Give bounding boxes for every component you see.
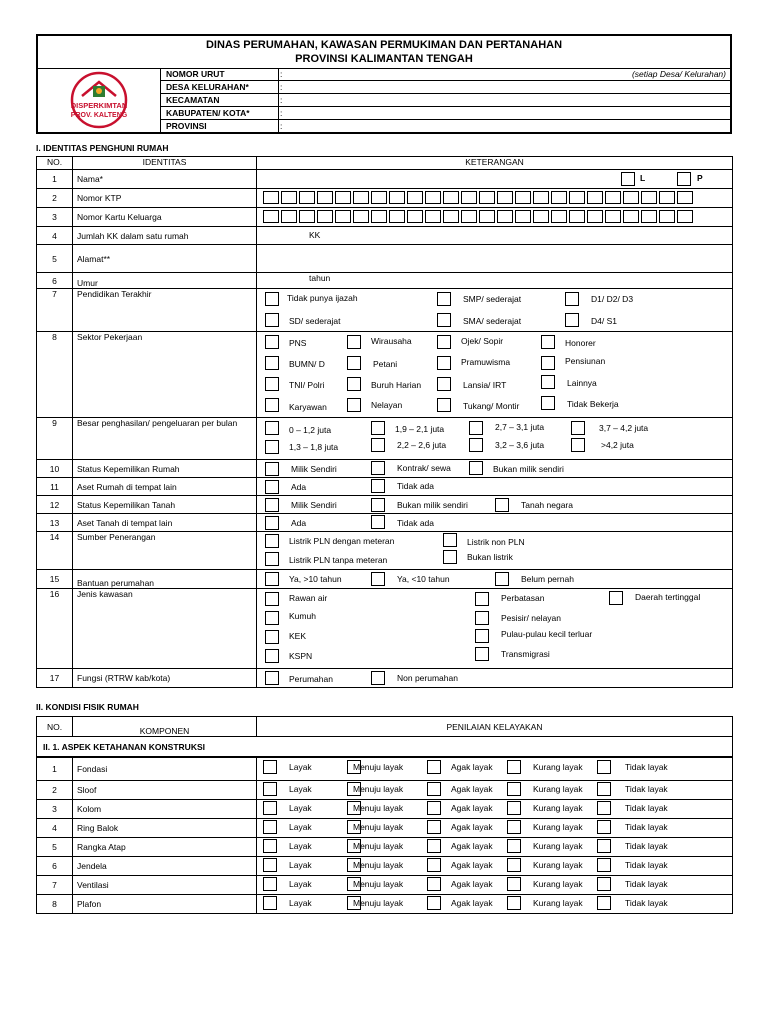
form-header — [36, 34, 732, 134]
header-line2: PROVINSI KALIMANTAN TENGAH — [295, 53, 473, 65]
job-checkbox[interactable] — [541, 356, 555, 370]
rating-label: Agak layak — [451, 784, 493, 794]
address-field[interactable] — [257, 245, 733, 273]
rating-checkbox[interactable] — [507, 877, 521, 891]
table-row: 7 Pendidikan Terakhir Tidak punya ijazah SMP/ sederajat D1/ D2/ D3 SD/ sederajat SMA/ sederajat D4/ S1 — [37, 289, 733, 332]
table-row — [37, 819, 733, 838]
rating-label: Menuju layak — [353, 762, 404, 772]
kk-digit-boxes[interactable] — [263, 210, 695, 225]
meta-kabupaten: KABUPATEN/ KOTA* : — [160, 107, 730, 120]
table-row: 3 Nomor Kartu Keluarga — [37, 208, 733, 227]
table-row — [37, 876, 733, 895]
ktp-digit-boxes[interactable] — [263, 191, 695, 206]
rating-label: Tidak layak — [625, 860, 668, 870]
table-row — [37, 781, 733, 800]
section1-title: I. IDENTITAS PENGHUNI RUMAH — [36, 143, 169, 153]
house-asset-checkbox[interactable] — [265, 480, 279, 494]
rating-checkbox[interactable] — [263, 839, 277, 853]
aid-checkbox[interactable] — [371, 572, 385, 586]
meta-desa: DESA KELURAHAN* : — [160, 81, 730, 94]
house-status-checkbox[interactable] — [469, 461, 483, 475]
table-row — [37, 838, 733, 857]
table-row — [37, 857, 733, 876]
income-checkbox[interactable] — [265, 421, 279, 435]
rating-label: Tidak layak — [625, 841, 668, 851]
rating-checkbox[interactable] — [427, 877, 441, 891]
component-label: Jendela — [73, 857, 257, 876]
rating-label: Agak layak — [451, 762, 493, 772]
sex-l-checkbox[interactable] — [621, 172, 635, 186]
aid-checkbox[interactable] — [265, 572, 279, 586]
table-row: 15 Bantuan perumahan Ya, >10 tahun Ya, <10 tahun Belum pernah — [37, 570, 733, 589]
job-checkbox[interactable] — [437, 377, 451, 391]
income-checkbox[interactable] — [571, 438, 585, 452]
edu-checkbox[interactable] — [565, 292, 579, 306]
income-checkbox[interactable] — [571, 421, 585, 435]
land-asset-checkbox[interactable] — [371, 515, 385, 529]
rating-checkbox[interactable] — [597, 820, 611, 834]
rating-checkbox[interactable] — [263, 877, 277, 891]
income-checkbox[interactable] — [371, 421, 385, 435]
logo-area — [38, 68, 161, 132]
header-line1: DINAS PERUMAHAN, KAWASAN PERMUKIMAN DAN PERTANAHAN — [205, 39, 563, 51]
job-checkbox[interactable] — [265, 398, 279, 412]
col-desc-header: KETERANGAN — [257, 157, 733, 170]
rating-label: Layak — [289, 898, 312, 908]
rating-checkbox[interactable] — [427, 896, 441, 910]
table-row: 14 Sumber Penerangan Listrik PLN dengan meteran Listrik non PLN Listrik PLN tanpa meteran Bukan listrik — [37, 532, 733, 570]
lighting-checkbox[interactable] — [443, 533, 457, 547]
rating-label: Tidak layak — [625, 784, 668, 794]
col-identity-header: IDENTITAS — [73, 157, 257, 170]
rating-label: Tidak layak — [625, 803, 668, 813]
rating-checkbox[interactable] — [597, 801, 611, 815]
job-checkbox[interactable] — [437, 398, 451, 412]
rating-label: Menuju layak — [353, 841, 404, 851]
rating-checkbox[interactable] — [263, 820, 277, 834]
rating-label: Layak — [289, 841, 312, 851]
logo-text-1: DISPERKIMTAN — [70, 101, 128, 110]
rating-label: Tidak layak — [625, 822, 668, 832]
table-row: 4 Jumlah KK dalam satu rumah KK — [37, 227, 733, 245]
rating-checkbox[interactable] — [427, 820, 441, 834]
rating-checkbox[interactable] — [597, 839, 611, 853]
house-status-checkbox[interactable] — [371, 461, 385, 475]
job-checkbox[interactable] — [347, 398, 361, 412]
rating-checkbox[interactable] — [263, 801, 277, 815]
rating-label: Tidak layak — [625, 762, 668, 772]
row-number: 7 — [37, 876, 73, 895]
edu-checkbox[interactable] — [565, 313, 579, 327]
rating-label: Kurang layak — [533, 898, 583, 908]
rating-label: Kurang layak — [533, 822, 583, 832]
table-row: 1 Nama* L P — [37, 170, 733, 189]
income-checkbox[interactable] — [469, 438, 483, 452]
rating-label: Tidak layak — [625, 898, 668, 908]
row-number: 6 — [37, 857, 73, 876]
table-row — [37, 895, 733, 914]
section2-title: II. KONDISI FISIK RUMAH — [36, 702, 139, 712]
lighting-checkbox[interactable] — [265, 552, 279, 566]
area-checkbox[interactable] — [609, 591, 623, 605]
row-number: 1 — [37, 758, 73, 781]
rating-checkbox[interactable] — [597, 877, 611, 891]
rating-checkbox[interactable] — [263, 858, 277, 872]
job-checkbox[interactable] — [347, 356, 361, 370]
rating-checkbox[interactable] — [507, 801, 521, 815]
meta-provinsi: PROVINSI : — [166, 121, 283, 131]
table-row: 6 Umur tahun — [37, 273, 733, 289]
area-checkbox[interactable] — [265, 611, 279, 625]
rating-checkbox[interactable] — [427, 760, 441, 774]
logo-text-2: PROV. KALTENG — [70, 112, 128, 119]
rating-checkbox[interactable] — [427, 839, 441, 853]
area-checkbox[interactable] — [475, 629, 489, 643]
subsection-title: II. 1. ASPEK KETAHANAN KONSTRUKSI — [37, 737, 733, 757]
component-label: Fondasi — [73, 758, 257, 781]
rating-checkbox[interactable] — [263, 760, 277, 774]
land-status-checkbox[interactable] — [495, 498, 509, 512]
table-row: 11 Aset Rumah di tempat lain Ada Tidak ada — [37, 478, 733, 496]
component-label: Sloof — [73, 781, 257, 800]
rating-label: Kurang layak — [533, 841, 583, 851]
condition-rows — [36, 757, 732, 914]
rating-checkbox[interactable] — [507, 839, 521, 853]
row-number: 4 — [37, 819, 73, 838]
area-checkbox[interactable] — [475, 592, 489, 606]
job-checkbox[interactable] — [437, 356, 451, 370]
house-asset-checkbox[interactable] — [371, 479, 385, 493]
rating-checkbox[interactable] — [507, 760, 521, 774]
table-row: 10 Status Kepemilikan Rumah Milik Sendiri Kontrak/ sewa Bukan milik sendiri — [37, 460, 733, 478]
rating-label: Agak layak — [451, 822, 493, 832]
header-title — [38, 38, 730, 66]
col-no-header-2: NO. — [37, 717, 73, 737]
job-checkbox[interactable] — [347, 335, 361, 349]
lighting-checkbox[interactable] — [265, 534, 279, 548]
component-label: Plafon — [73, 895, 257, 914]
rating-label: Menuju layak — [353, 898, 404, 908]
rating-label: Menuju layak — [353, 822, 404, 832]
rating-checkbox[interactable] — [507, 820, 521, 834]
rating-label: Layak — [289, 784, 312, 794]
rating-label: Agak layak — [451, 841, 493, 851]
col-comp-header: KOMPONEN — [73, 717, 257, 737]
row-number: 5 — [37, 838, 73, 857]
area-checkbox[interactable] — [475, 647, 489, 661]
edu-checkbox[interactable] — [265, 313, 279, 327]
rating-label: Agak layak — [451, 879, 493, 889]
sex-p-checkbox[interactable] — [677, 172, 691, 186]
rating-checkbox[interactable] — [427, 801, 441, 815]
rating-checkbox[interactable] — [263, 896, 277, 910]
area-checkbox[interactable] — [265, 592, 279, 606]
rating-label: Agak layak — [451, 898, 493, 908]
income-checkbox[interactable] — [469, 421, 483, 435]
rating-label: Layak — [289, 879, 312, 889]
component-label: Rangka Atap — [73, 838, 257, 857]
rating-label: Menuju layak — [353, 803, 404, 813]
job-checkbox[interactable] — [541, 335, 555, 349]
condition-table — [36, 716, 733, 757]
area-checkbox[interactable] — [265, 630, 279, 644]
row-number: 2 — [37, 781, 73, 800]
job-checkbox[interactable] — [437, 335, 451, 349]
rating-checkbox[interactable] — [597, 896, 611, 910]
job-checkbox[interactable] — [265, 356, 279, 370]
table-row — [37, 758, 733, 781]
rating-label: Menuju layak — [353, 860, 404, 870]
rating-label: Layak — [289, 803, 312, 813]
function-checkbox[interactable] — [371, 671, 385, 685]
table-row: 9 Besar penghasilan/ pengeluaran per bulan 0 – 1,2 juta 1,9 – 2,1 juta 2,7 – 3,1 juta 3,7 – 4,2 juta 1,3 – 1,8 juta 2,2 – 2,6 juta 3,2 – 3,6 juta >4,2 juta — [37, 418, 733, 460]
col-eval-header: PENILAIAN KELAYAKAN — [257, 717, 733, 737]
house-status-checkbox[interactable] — [265, 462, 279, 476]
job-checkbox[interactable] — [347, 377, 361, 391]
component-label: Ventilasi — [73, 876, 257, 895]
row-number: 8 — [37, 895, 73, 914]
identity-table — [36, 156, 733, 688]
table-row: 2 Nomor KTP — [37, 189, 733, 208]
rating-label: Kurang layak — [533, 860, 583, 870]
rating-label: Kurang layak — [533, 879, 583, 889]
rating-label: Agak layak — [451, 803, 493, 813]
rating-label: Menuju layak — [353, 879, 404, 889]
component-label: Kolom — [73, 800, 257, 819]
land-status-checkbox[interactable] — [265, 498, 279, 512]
rating-label: Tidak layak — [625, 879, 668, 889]
rating-checkbox[interactable] — [263, 782, 277, 796]
rating-checkbox[interactable] — [507, 896, 521, 910]
meta-kecamatan: KECAMATAN : — [160, 94, 730, 107]
income-checkbox[interactable] — [371, 438, 385, 452]
area-checkbox[interactable] — [475, 611, 489, 625]
edu-checkbox[interactable] — [265, 292, 279, 306]
job-checkbox[interactable] — [265, 377, 279, 391]
function-checkbox[interactable] — [265, 671, 279, 685]
rating-label: Layak — [289, 860, 312, 870]
rating-checkbox[interactable] — [507, 782, 521, 796]
rating-label: Agak layak — [451, 860, 493, 870]
land-asset-checkbox[interactable] — [265, 516, 279, 530]
col-no-header: NO. — [37, 157, 73, 170]
row-number: 3 — [37, 800, 73, 819]
area-checkbox[interactable] — [265, 649, 279, 663]
job-checkbox[interactable] — [541, 375, 555, 389]
rating-label: Kurang layak — [533, 803, 583, 813]
table-row: 16 Jenis kawasan Rawan air Perbatasan Daerah tertinggal Kumuh Pesisir/ nelayan KEK Pulau-pulau kecil terluar KSPN Transmigrasi — [37, 589, 733, 669]
rating-label: Menuju layak — [353, 784, 404, 794]
disperkimtan-logo — [38, 68, 160, 132]
table-row: 17 Fungsi (RTRW kab/kota) Perumahan Non perumahan — [37, 669, 733, 688]
table-row: 13 Aset Tanah di tempat lain Ada Tidak ada — [37, 514, 733, 532]
rating-checkbox[interactable] — [507, 858, 521, 872]
rating-checkbox[interactable] — [597, 782, 611, 796]
rating-label: Kurang layak — [533, 762, 583, 772]
component-label: Ring Balok — [73, 819, 257, 838]
edu-checkbox[interactable] — [437, 292, 451, 306]
job-checkbox[interactable] — [541, 396, 555, 410]
job-checkbox[interactable] — [265, 335, 279, 349]
land-status-checkbox[interactable] — [371, 498, 385, 512]
edu-checkbox[interactable] — [437, 313, 451, 327]
meta-nomor-urut: NOMOR URUT : (setiap Desa/ Kelurahan) — [160, 68, 730, 81]
table-row — [37, 800, 733, 819]
lighting-checkbox[interactable] — [443, 550, 457, 564]
aid-checkbox[interactable] — [495, 572, 509, 586]
rating-label: Kurang layak — [533, 784, 583, 794]
rating-checkbox[interactable] — [597, 760, 611, 774]
rating-checkbox[interactable] — [427, 858, 441, 872]
table-row: 12 Status Kepemilikan Tanah Milik Sendiri Bukan milik sendiri Tanah negara — [37, 496, 733, 514]
rating-checkbox[interactable] — [597, 858, 611, 872]
rating-checkbox[interactable] — [427, 782, 441, 796]
rating-label: Layak — [289, 822, 312, 832]
income-checkbox[interactable] — [265, 440, 279, 454]
table-row: 5 Alamat** — [37, 245, 733, 273]
rating-label: Layak — [289, 762, 312, 772]
table-row: 8 Sektor Pekerjaan PNS Wirausaha Ojek/ Sopir Honorer BUMN/ D Petani Pramuwisma Pensiunan TNI/ Polri Buruh Harian Lansia/ IRT Lainnya Karyawan Nelayan Tukang/ Montir Tidak Bekerja — [37, 332, 733, 418]
